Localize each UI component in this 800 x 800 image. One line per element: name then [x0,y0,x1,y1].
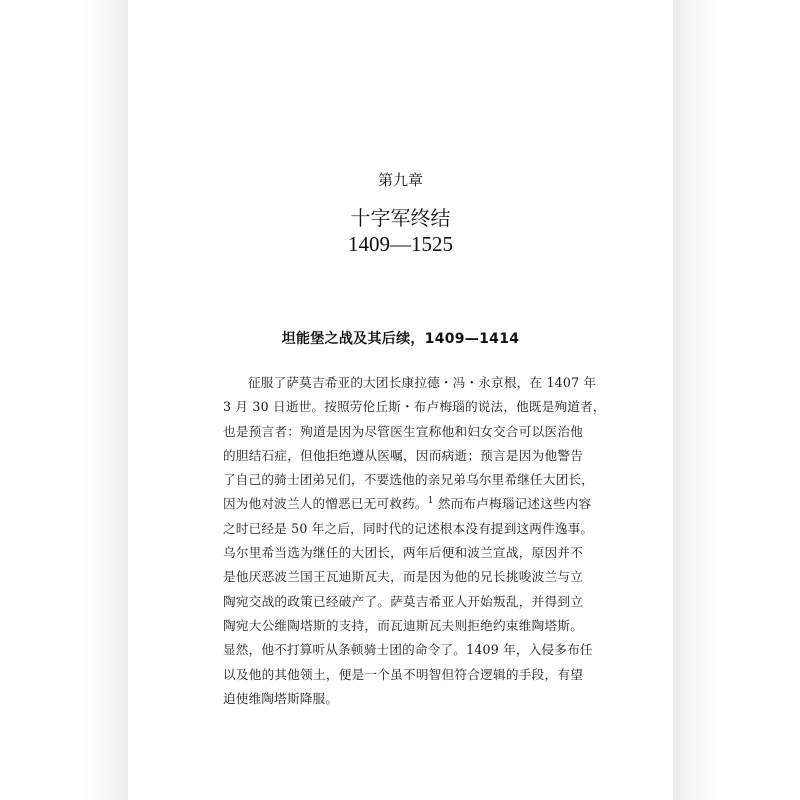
chapter-years: 1409—1525 [348,232,453,256]
body-line: 了自己的骑士团弟兄们，不要选他的亲兄弟乌尔里希继任大团长， [223,472,595,488]
body-line: 之时已经是 50 年之后，同时代的记述根本没有提到这两件逸事。 [223,520,594,536]
footnote-marker[interactable]: 1 [427,496,434,507]
body-line: 迫使维陶塔斯降服。 [223,690,339,706]
body-line: 乌尔里希当选为继任的大团长，两年后便和波兰宣战，原因并不 [223,545,583,561]
body-line: 3 月 30 日逝世。按照劳伦丘斯・布卢梅瑙的说法，他既是殉道者， [223,399,606,415]
page-shadow-right [673,0,721,800]
chapter-number: 第九章 [377,171,423,189]
body-line: 以及他的其他领土，便是一个虽不明智但符合逻辑的手段，有望 [223,666,583,682]
body-line-text: 然而布卢梅瑙记述这些内容 [437,496,592,512]
section-heading: 坦能堡之战及其后续，1409—1414 [281,331,520,347]
body-line-text: 因为他对波兰人的憎恶已无可救药。 [223,496,428,512]
chapter-title: 十字军终结 [350,206,451,230]
body-line: 征服了萨莫吉希亚的大团长康拉德・冯・永京根，在 1407 年 [248,375,597,390]
body-line: 是他厌恶波兰国王瓦迪斯瓦夫，而是因为他的兄长挑唆波兰与立 [223,569,583,585]
body-line: 陶宛大公维陶塔斯的支持，而瓦迪斯瓦夫则拒绝约束维陶塔斯。 [223,617,583,633]
body-line-with-footnote [223,492,592,516]
book-page [128,0,673,800]
body-line: 的胆结石症，但他拒绝遵从医嘱，因而病逝；预言是因为他警告 [223,447,583,463]
body-paragraph [223,371,606,711]
body-line: 也是预言者：殉道是因为尽管医生宣称他和妇女交合可以医治他 [223,423,583,439]
page-shadow-left [80,0,128,800]
body-line: 显然，他不打算听从条顿骑士团的命令了。1409 年，入侵多布任 [223,642,593,658]
body-line: 陶宛交战的政策已经破产了。萨莫吉希亚人开始叛乱，并得到立 [223,593,583,609]
